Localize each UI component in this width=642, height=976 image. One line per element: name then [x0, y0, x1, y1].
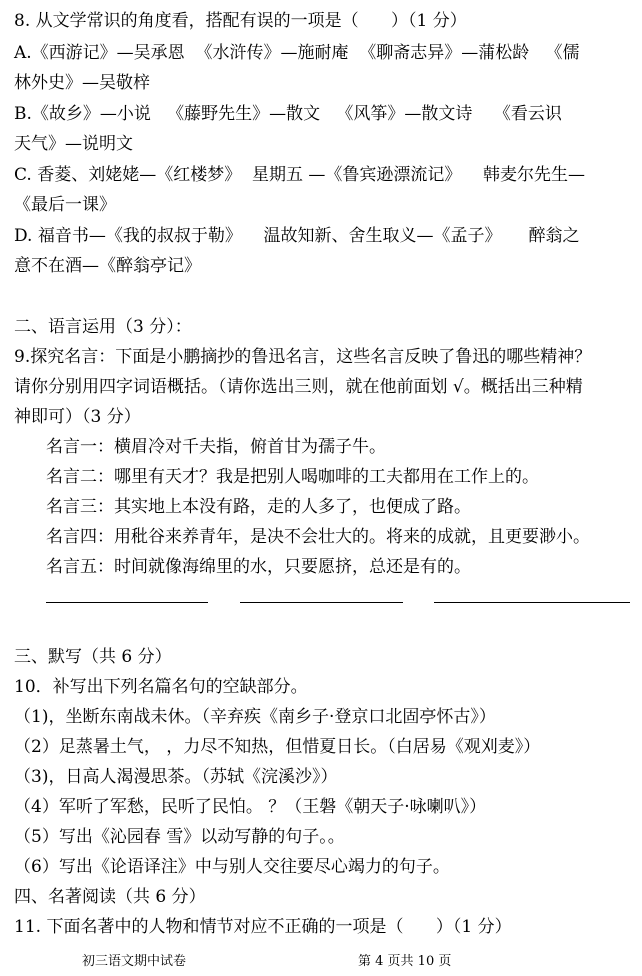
q10-stem: 10．补写出下列名篇名句的空缺部分。 [14, 677, 308, 697]
q8-option-d-line1: D. 福音书—《我的叔叔于勒》 温故知新、舍生取义—《孟子》 醉翁之 [14, 226, 580, 246]
answer-blank-1[interactable] [46, 602, 208, 603]
q10-item-4: （4）军听了军愁，民听了民怕。 ？（王磐《朝天子·咏喇叭》） [14, 797, 487, 817]
q10-item-3: （3)，日高人渴漫思茶。（苏轼《浣溪沙》） [14, 767, 338, 787]
q8-option-b-line1: B.《故乡》—小说 《藤野先生》—散文 《风筝》—散文诗 《看云识 [14, 104, 562, 124]
footer-left: 初三语文期中试卷 [82, 954, 187, 969]
answer-blank-2[interactable] [240, 602, 403, 603]
q10-item-6: （6）写出《论语译注》中与别人交往要尽心竭力的句子。 [14, 857, 450, 877]
q8-option-c-line1: C. 香菱、刘姥姥—《红楼梦》 星期五 —《鲁宾逊漂流记》 韩麦尔先生— [14, 165, 586, 185]
footer-page-number: 第 4 页共 10 页 [358, 954, 452, 969]
q9-line1: 9.探究名言：下面是小鹏摘抄的鲁迅名言，这些名言反映了鲁迅的哪些精神？ [14, 347, 592, 367]
quote-3: 名言三：其实地上本没有路，走的人多了，也便成了路。 [46, 497, 471, 517]
q9-line3: 神即可）（3 分） [14, 407, 141, 427]
q11-stem: 11. 下面名著中的人物和情节对应不正确的一项是（ ）（1 分） [14, 917, 512, 937]
q8-option-a-line1: A.《西游记》—吴承恩 《水浒传》—施耐庵 《聊斋志异》—蒲松龄 《儒 [14, 43, 580, 63]
q8-option-b-line2: 天气》—说明文 [14, 134, 133, 154]
q8-option-a-line2: 林外史》—吴敬梓 [14, 73, 150, 93]
quote-2: 名言二：哪里有天才？我是把别人喝咖啡的工夫都用在工作上的。 [46, 467, 539, 487]
quote-5: 名言五：时间就像海绵里的水，只要愿挤，总还是有的。 [46, 557, 471, 577]
q10-item-1: （1)，坐断东南战未休。（辛弃疾《南乡子·登京口北固亭怀古》） [14, 707, 496, 727]
q8-option-c-line2: 《最后一课》 [14, 195, 116, 215]
q10-item-5: （5）写出《沁园春 雪》以动写静的句子。。 [14, 827, 345, 847]
quote-4: 名言四：用秕谷来养青年，是决不会壮大的。将来的成就，且更要渺小。 [46, 527, 590, 547]
q8-stem: 8. 从文学常识的角度看，搭配有误的一项是（ ）（1 分） [14, 11, 467, 31]
answer-blank-3[interactable] [434, 602, 630, 603]
q9-line2: 请你分别用四字词语概括。（请你选出三则，就在他前面划 √。概括出三种精 [14, 377, 583, 397]
section4-title: 四、名著阅读（共 6 分） [14, 887, 206, 907]
quote-1: 名言一：横眉冷对千夫指，俯首甘为孺子牛。 [46, 437, 386, 457]
section3-title: 三、默写（共 6 分） [14, 647, 172, 667]
section2-title: 二、语言运用（3 分）： [14, 317, 192, 337]
q10-item-2: （2）足蒸暑土气， ，力尽不知热，但惜夏日长。（白居易《观刈麦》） [14, 737, 541, 757]
q8-option-d-line2: 意不在酒—《醉翁亭记》 [14, 256, 201, 276]
